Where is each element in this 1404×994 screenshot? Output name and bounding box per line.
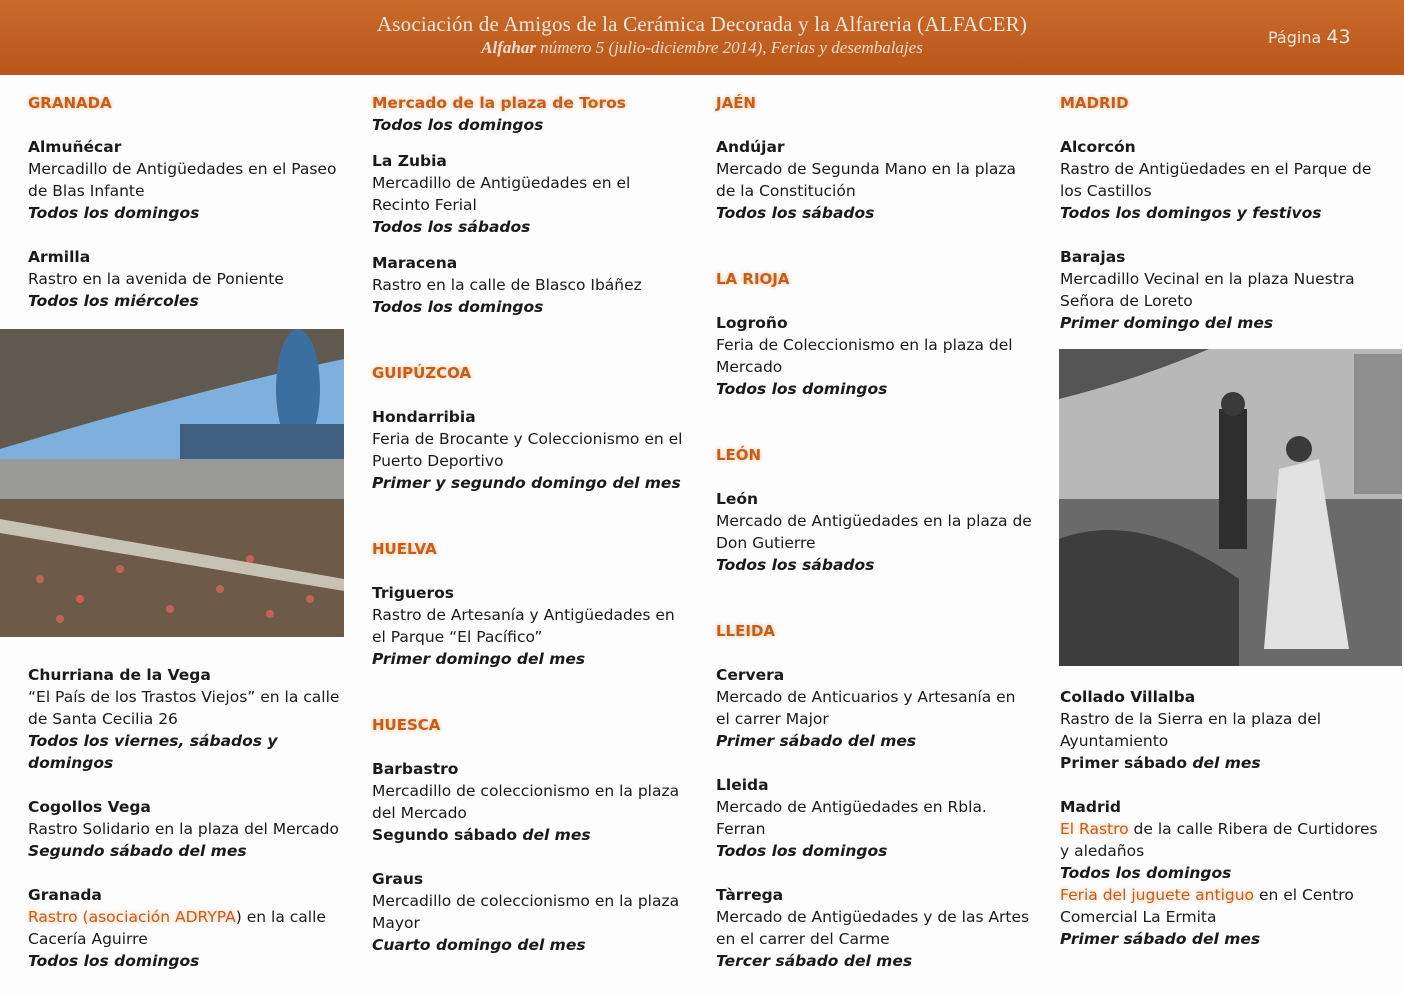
market-photo-color [0, 329, 344, 637]
entry-desc: Mercadillo de Antigüedades en el Recinto Ferial [372, 174, 631, 214]
schedule-italic: del mes [516, 826, 591, 844]
entry-town: Hondarribia [372, 408, 476, 426]
entry-schedule: Todos los domingos [716, 842, 888, 860]
region-heading: LLEIDA [716, 622, 776, 640]
entry-desc [1060, 818, 1378, 862]
column-1 [28, 92, 346, 334]
schedule-italic: Primer sábado [1060, 930, 1187, 948]
list-item [372, 582, 690, 670]
entry-schedule: Todos los sábados [716, 204, 875, 222]
entry-town: Barajas [1060, 248, 1126, 266]
region-heading: GRANADA [28, 94, 112, 112]
entry-town: León [716, 490, 759, 508]
region-heading: JAÉN [716, 94, 756, 112]
entry-town: Churriana de la Vega [28, 666, 211, 684]
list-item [28, 246, 346, 312]
page-number-value: 43 [1326, 26, 1351, 48]
list-item [372, 150, 690, 238]
entry-town: Collado Villalba [1060, 688, 1196, 706]
entry-schedule: Cuarto domingo del mes [372, 936, 586, 954]
column-1-lower [28, 664, 346, 994]
highlight-link[interactable]: Rastro (asociación ADRYPA [28, 908, 236, 926]
entry-schedule: Todos los miércoles [28, 292, 199, 310]
entry-schedule: Todos los domingos [372, 116, 544, 134]
entry-desc: Rastro Solidario en la plaza del Mercado [28, 820, 339, 838]
list-item [1060, 246, 1378, 334]
entry-town: Almuñécar [28, 138, 122, 156]
region-heading: MADRID [1060, 94, 1129, 112]
highlight-link[interactable]: El Rastro [1060, 820, 1129, 838]
entry-schedule: Segundo sábado del mes [28, 842, 247, 860]
list-item [372, 406, 690, 494]
entry-schedule: Todos los sábados [716, 556, 875, 574]
entry-schedule: Primer domingo del mes [372, 650, 586, 668]
column-3 [716, 92, 1034, 994]
highlight-link[interactable]: Feria del juguete antiguo [1060, 886, 1255, 904]
schedule-italic: del mes [1186, 930, 1261, 948]
entry-schedule: Primer domingo del mes [1060, 314, 1274, 332]
entry-desc-rest: de la calle Ribera de Curtidores y aledaños [1060, 820, 1378, 860]
entry-town: Barbastro [372, 760, 459, 778]
entry-town: Lleida [716, 776, 769, 794]
entry-desc: Rastro en la avenida de Poniente [28, 270, 284, 288]
list-item [716, 884, 1034, 972]
entry-schedule: Todos los domingos [28, 952, 200, 970]
page-header [0, 0, 1404, 75]
entry-town: Alcorcón [1060, 138, 1136, 156]
entry-desc: Mercadillo de Antigüedades en el Paseo de Blas Infante [28, 160, 337, 200]
highlight-link[interactable]: Mercado de la plaza de Toros [372, 94, 626, 112]
entry-schedule: Todos los domingos y festivos [1060, 204, 1322, 222]
entry-desc: Mercado de Antigüedades en Rbla. Ferran [716, 798, 987, 838]
list-item [28, 796, 346, 862]
entry-schedule: Todos los domingos [716, 380, 888, 398]
entry-schedule: Primer y segundo domingo del mes [372, 474, 681, 492]
region-heading: HUESCA [372, 716, 441, 734]
list-item [28, 136, 346, 224]
entry-town: Trigueros [372, 584, 454, 602]
column-4-lower [1060, 686, 1378, 972]
region-heading: LEÓN [716, 446, 762, 464]
schedule-italic: del mes [1187, 754, 1261, 772]
entry-schedule: Todos los sábados [372, 218, 531, 236]
schedule-bold: Segundo sábado [372, 826, 517, 844]
list-item [28, 884, 346, 972]
region-heading: GUIPÚZCOA [372, 364, 472, 382]
entry-schedule: Todos los domingos [28, 204, 200, 222]
list-item [372, 868, 690, 956]
entry-town: Graus [372, 870, 424, 888]
entry-desc: Mercado de Segunda Mano en la plaza de la Constitución [716, 160, 1017, 200]
page-number [1268, 26, 1351, 48]
entry-town: Logroño [716, 314, 788, 332]
entry-schedule [372, 824, 690, 846]
entry-desc: Mercado de Antigüedades y de las Artes en el carrer del Carme [716, 908, 1030, 948]
header-title: Asociación de Amigos de la Cerámica Decorada y la Alfareria (ALFACER) [376, 12, 1028, 36]
list-item [716, 774, 1034, 862]
market-photo-bw [1059, 349, 1402, 666]
entry-desc: Mercado de Anticuarios y Artesanía en el carrer Major [716, 688, 1016, 728]
entry-desc: Rastro de Antigüedades en el Parque de los Castillos [1060, 160, 1372, 200]
entry-desc: Feria de Coleccionismo en la plaza del Mercado [716, 336, 1013, 376]
entry-schedule: Primer sábado del mes [716, 732, 917, 750]
subtitle-rest: número 5 (julio-diciembre 2014), Ferias y desembalajes [535, 38, 923, 57]
entry-desc: Rastro de Artesanía y Antigüedades en el Parque “El Pacífico” [372, 606, 675, 646]
list-item [1060, 136, 1378, 224]
entry-desc-rest: en el Centro Comercial La Ermita [1060, 886, 1354, 926]
region-heading: LA RIOJA [716, 270, 790, 288]
entry-schedule [1060, 752, 1378, 774]
entry-town: Armilla [28, 248, 91, 266]
entry-town: Maracena [372, 254, 458, 272]
entry-schedule [1060, 928, 1378, 950]
entry-desc [28, 906, 346, 950]
entry-town: Cervera [716, 666, 785, 684]
entry-desc: Rastro en la calle de Blasco Ibáñez [372, 276, 642, 294]
list-item [372, 252, 690, 318]
list-item [1060, 686, 1378, 774]
entry-schedule: Todos los viernes, sábados y domingos [28, 732, 278, 772]
photo-illustration [0, 329, 344, 637]
entry-desc [1060, 884, 1378, 928]
entry-town: La Zubia [372, 152, 447, 170]
list-item [372, 758, 690, 846]
entry-desc: Mercadillo Vecinal en la plaza Nuestra Señora de Loreto [1060, 270, 1355, 310]
journal-name: Alfahar [481, 38, 536, 57]
entry-schedule: Tercer sábado del mes [716, 952, 913, 970]
entry-town: Tàrrega [716, 886, 784, 904]
list-item [716, 664, 1034, 752]
entry-town: Andújar [716, 138, 785, 156]
list-item [716, 312, 1034, 400]
page-label: Página [1268, 28, 1322, 47]
schedule-bold: Primer sábado [1060, 754, 1188, 772]
header-subtitle [0, 38, 1404, 58]
list-item [716, 488, 1034, 576]
photo-illustration [1059, 349, 1402, 666]
entry-desc: Mercadillo de coleccionismo en la plaza del Mercado [372, 782, 680, 822]
entry-town: Cogollos Vega [28, 798, 151, 816]
list-item [716, 136, 1034, 224]
entry-desc: Feria de Brocante y Coleccionismo en el Puerto Deportivo [372, 430, 683, 470]
entry-desc-rest: ) en la calle Cacería Aguirre [28, 908, 326, 948]
entry-town: Granada [28, 886, 102, 904]
column-2 [372, 92, 690, 978]
entry-town: Madrid [1060, 798, 1122, 816]
list-item [28, 664, 346, 774]
entry-desc: Mercado de Antigüedades en la plaza de Don Gutierre [716, 512, 1032, 552]
list-item [372, 92, 690, 136]
entry-desc: Mercadillo de coleccionismo en la plaza Mayor [372, 892, 680, 932]
list-item [1060, 796, 1378, 950]
entry-desc: Rastro de la Sierra en la plaza del Ayuntamiento [1060, 710, 1322, 750]
entry-desc: “El País de los Trastos Viejos” en la calle de Santa Cecilia 26 [28, 688, 340, 728]
column-4 [1060, 92, 1378, 356]
region-heading: HUELVA [372, 540, 437, 558]
entry-schedule: Todos los domingos [1060, 864, 1232, 882]
entry-schedule: Todos los domingos [372, 298, 544, 316]
